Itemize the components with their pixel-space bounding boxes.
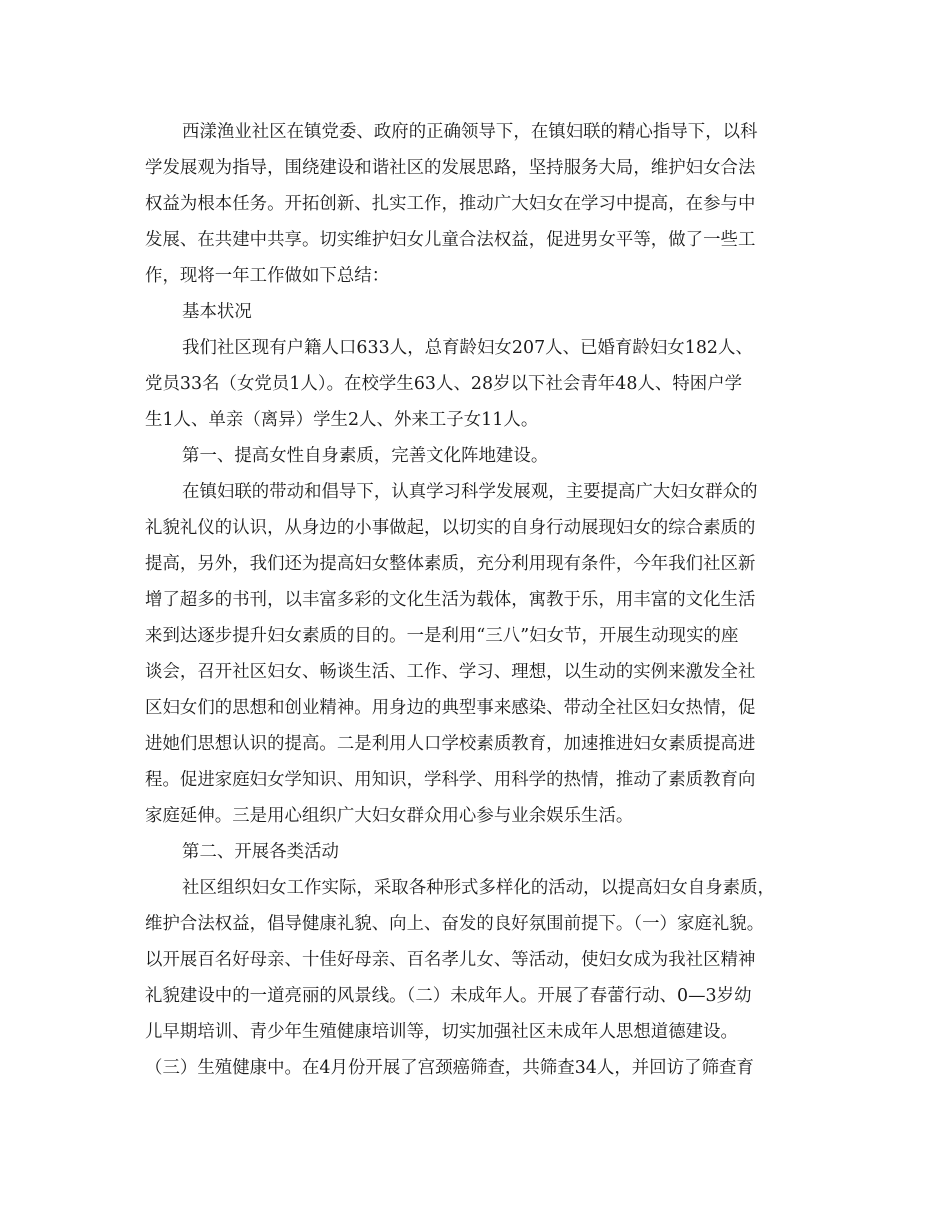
text-line: 提高，另外，我们还为提高妇女整体素质，充分利用现有条件，今年我们社区新 — [145, 554, 756, 574]
text-line: 生1人、单亲（离异）学生2人、外来工子女11人。 — [145, 410, 539, 430]
text-line: 在镇妇联的带动和倡导下，认真学习科学发展观，主要提高广大妇女群众的 — [182, 482, 758, 502]
text-line: 西漾渔业社区在镇党委、政府的正确领导下，在镇妇联的精心指导下，以科 — [182, 122, 758, 142]
section-heading: 第一、提高女性自身素质，完善文化阵地建设。 — [182, 446, 549, 466]
section-heading: 基本状况 — [182, 302, 252, 322]
section-heading: 第二、开展各类活动 — [182, 842, 339, 862]
text-line: （三）生殖健康中。在4月份开展了宫颈癌筛查，共筛查34人，并回访了筛查育 — [145, 1058, 754, 1078]
text-line: 来到达逐步提升妇女素质的目的。一是利用“三八”妇女节，开展生动现实的座 — [145, 626, 739, 646]
text-line: 谈会，召开社区妇女、畅谈生活、工作、学习、理想，以生动的实例来激发全社 — [145, 662, 756, 682]
text-line: 以开展百名好母亲、十佳好母亲、百名孝儿女、等活动，使妇女成为我社区精神 — [145, 950, 756, 970]
text-line: 儿早期培训、青少年生殖健康培训等，切实加强社区未成年人思想道德建设。 — [145, 1022, 738, 1042]
text-line: 区妇女们的思想和创业精神。用身边的典型事来感染、带动全社区妇女热情，促 — [145, 698, 756, 718]
text-line: 进她们思想认识的提高。二是利用人口学校素质教育，加速推进妇女素质提高进 — [145, 734, 756, 754]
text-line: 权益为根本任务。开拓创新、扎实工作，推动广大妇女在学习中提高，在参与中 — [145, 194, 756, 214]
text-line: 礼貌礼仪的认识，从身边的小事做起，以切实的自身行动展现妇女的综合素质的 — [145, 518, 756, 538]
text-line: 发展、在共建中共享。切实维护妇女儿童合法权益，促进男女平等，做了一些工 — [145, 230, 756, 250]
text-line: 维护合法权益，倡导健康礼貌、向上、奋发的良好氛围前提下。（一）家庭礼貌。 — [145, 914, 765, 934]
text-line: 增了超多的书刊，以丰富多彩的文化生活为载体，寓教于乐，用丰富的文化生活 — [145, 590, 756, 610]
text-line: 党员33名（女党员1人）。在校学生63人、28岁以下社会青年48人、特困户学 — [145, 374, 743, 394]
text-line: 家庭延伸。三是用心组织广大妇女群众用心参与业余娱乐生活。 — [145, 806, 634, 826]
text-line: 作，现将一年工作做如下总结： — [145, 266, 390, 286]
text-line: 程。促进家庭妇女学知识、用知识，学科学、用科学的热情，推动了素质教育向 — [145, 770, 756, 790]
text-line: 我们社区现有户籍人口633人，总育龄妇女207人、已婚育龄妇女182人、 — [182, 338, 753, 358]
text-line: 礼貌建设中的一道亮丽的风景线。（二）未成年人。开展了春蕾行动、0—3岁幼 — [145, 986, 752, 1006]
text-line: 社区组织妇女工作实际，采取各种形式多样化的活动，以提高妇女自身素质， — [182, 878, 775, 898]
text-line: 学发展观为指导，围绕建设和谐社区的发展思路，坚持服务大局，维护妇女合法 — [145, 158, 756, 178]
